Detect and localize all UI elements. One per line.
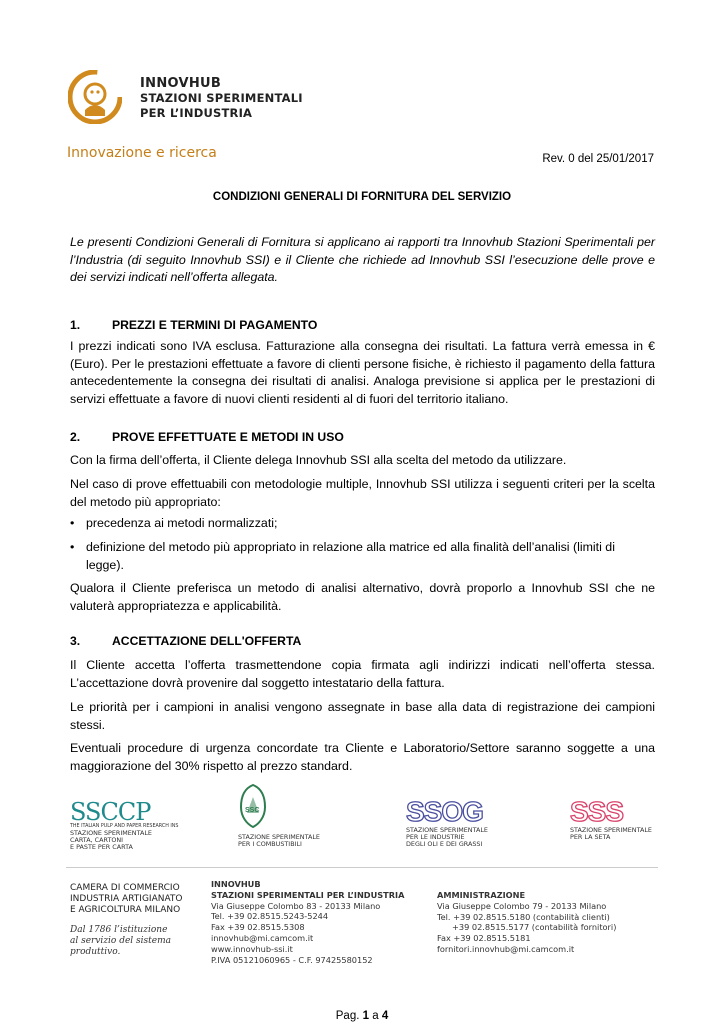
section-title: PROVE EFFETTUATE E METODI IN USO	[112, 430, 344, 444]
contact-line: Tel. +39 02.8515.5180 (contabilità clienti)	[437, 911, 610, 922]
section-2-heading	[70, 430, 344, 444]
sscp-logo-icon: SSCCP	[70, 798, 151, 826]
tagline: Innovazione e ricerca	[67, 145, 217, 161]
section-title: ACCETTAZIONE DELL'OFFERTA	[112, 634, 302, 648]
partner-label-line: PER LE INDUSTRIE	[406, 833, 465, 842]
amministrazione-contacts	[437, 890, 616, 955]
bullet-icon: •	[70, 516, 75, 530]
partner-label-line: DEGLI OLI E DEI GRASSI	[406, 840, 483, 849]
camera-motto	[70, 925, 171, 958]
ssc-logo-text: SSC	[245, 807, 260, 814]
section-3-paragraph-2: Le priorità per i campioni in analisi vengono assegnate in base alla data di registrazione dei campioni stessi.	[70, 700, 655, 732]
brand-name	[140, 76, 303, 121]
contact-line: AMMINISTRAZIONE	[437, 890, 526, 900]
list-item-text: definizione del metodo più appropriato in relazione alla matrice ed alla finalità dell’analisi (limiti di legge).	[86, 540, 615, 572]
partner-label-line: STAZIONE SPERIMENTALE	[238, 833, 320, 841]
partner-label-line: PER LA SETA	[570, 833, 611, 842]
intro-paragraph: Le presenti Condizioni Generali di Fornitura si applicano ai rapporti tra Innovhub Stazioni Sperimentali per l’Industria (di seguito Innovhub SSI) e il Cliente che richiede ad Innovhub SSI l’esecuzione delle prove e dei servizi indicati nell’offerta allegata.	[70, 235, 655, 284]
partner-label-line: STAZIONE SPERIMENTALE	[406, 826, 488, 834]
camera-line: INDUSTRIA ARTIGIANATO	[70, 894, 183, 904]
motto-line: al servizio del sistema	[70, 936, 171, 946]
contact-line: INNOVHUB	[211, 879, 261, 889]
camera-line: E AGRICOLTURA MILANO	[70, 905, 181, 915]
motto-line: produttivo.	[70, 947, 121, 957]
revision-label: Rev. 0 del 25/01/2017	[542, 153, 654, 165]
partner-sss	[570, 797, 670, 841]
list-item	[70, 539, 655, 574]
contact-line: Fax +39 02.8515.5181	[437, 933, 531, 944]
contact-line: P.IVA 05121060965 - C.F. 97425580152	[211, 954, 373, 965]
section-number: 1.	[70, 318, 81, 332]
partner-label-line: PER I COMBUSTIBILI	[238, 840, 302, 849]
brand-line3: PER L’INDUSTRIA	[140, 106, 253, 120]
section-title: PREZZI E TERMINI DI PAGAMENTO	[112, 318, 318, 332]
camera-commercio	[70, 883, 183, 916]
section-3-paragraph-3: Eventuali procedure di urgenza concordate tra Cliente e Laboratorio/Settore saranno soggette a una maggiorazione del 30% rispetto al prezzo standard.	[70, 741, 655, 773]
partner-label-line: STAZIONE SPERIMENTALE	[570, 826, 652, 834]
innovhub-logo-icon	[68, 70, 122, 124]
contact-line: STAZIONI SPERIMENTALI PER L’INDUSTRIA	[211, 889, 405, 900]
page-current: 1	[362, 1010, 370, 1022]
section-3-heading	[70, 634, 301, 648]
contact-line: +39 02.8515.5177 (contabilità fornitori)	[452, 922, 617, 933]
partner-label-line: CARTA, CARTONI	[70, 836, 124, 845]
brand-line1: INNOVHUB	[140, 76, 222, 91]
contact-line: Fax +39 02.8515.5308	[211, 922, 305, 933]
page-total: 4	[381, 1010, 389, 1022]
camera-line: CAMERA DI COMMERCIO	[70, 883, 180, 893]
section-1-heading	[70, 318, 317, 332]
innovhub-contacts	[211, 879, 404, 965]
section-2-paragraph-1: Con la firma dell’offerta, il Cliente delega Innovhub SSI alla scelta del metodo da utilizzare.	[70, 453, 567, 467]
partner-label-line: E PASTE PER CARTA	[70, 843, 133, 852]
section-2-paragraph-2: Nel caso di prove effettuabili con metodologie multiple, Innovhub SSI utilizza i seguenti criteri per la scelta del metodo più appropriato:	[70, 477, 655, 509]
contact-line: Tel. +39 02.8515.5243-5244	[211, 911, 329, 922]
list-item-text: precedenza ai metodi normalizzati;	[86, 516, 278, 530]
partner-sscp	[70, 800, 190, 852]
contact-website[interactable]: www.innovhub-ssi.it	[211, 943, 293, 954]
partner-tag: THE ITALIAN PULP AND PAPER RESEARCH INS	[70, 824, 179, 829]
motto-line: Dal 1786 l’istituzione	[70, 925, 168, 935]
section-number: 2.	[70, 430, 81, 444]
section-number: 3.	[70, 634, 81, 648]
page-number	[0, 1010, 724, 1022]
section-3-paragraph-1: Il Cliente accetta l’offerta trasmettendone copia firmata agli indirizzi indicati nell’offerta stessa. L’accettazione dovrà provenire dal soggetto intestatario della fattura.	[70, 658, 655, 690]
contact-email[interactable]: fornitori.innovhub@mi.camcom.it	[437, 943, 575, 954]
contact-line: Via Giuseppe Colombo 83 - 20133 Milano	[211, 900, 381, 911]
bullet-icon: •	[70, 540, 75, 554]
page-sep: a	[372, 1010, 379, 1022]
partner-ssog	[406, 797, 516, 849]
list-item	[70, 515, 655, 533]
contact-line: Via Giuseppe Colombo 79 - 20133 Milano	[437, 900, 607, 911]
sss-logo-icon: SSS	[570, 796, 624, 827]
page-label: Pag.	[335, 1010, 360, 1022]
section-2-closing: Qualora il Cliente preferisca un metodo di analisi alternativo, dovrà proporlo a Innovhub SSI che ne valuterà appropriatezza e applicabilità.	[70, 581, 655, 613]
partner-label-line: STAZIONE SPERIMENTALE	[70, 829, 152, 837]
ssc-shield-icon	[238, 783, 268, 829]
document-title: CONDIZIONI GENERALI DI FORNITURA DEL SERVIZIO	[212, 191, 512, 203]
partner-ssc	[238, 783, 338, 848]
footer-divider	[66, 867, 658, 868]
brand-line2: STAZIONI SPERIMENTALI	[140, 91, 303, 105]
contact-email[interactable]: innovhub@mi.camcom.it	[211, 932, 314, 943]
section-1-paragraph: I prezzi indicati sono IVA esclusa. Fatturazione alla consegna dei risultati. La fattura verrà emessa in € (Euro). Per le prestazioni effettuate a favore di clienti persone fisiche, è richiesto il pagamento della fattura antecedentemente la consegna dei risultati di analisi. Analoga previsione si applica per le prestazioni di servizi effettuate a favore di nuovi clienti residenti al di fuori del territorio italiano.	[70, 339, 655, 406]
ssog-logo-icon: SSOG	[406, 796, 483, 827]
